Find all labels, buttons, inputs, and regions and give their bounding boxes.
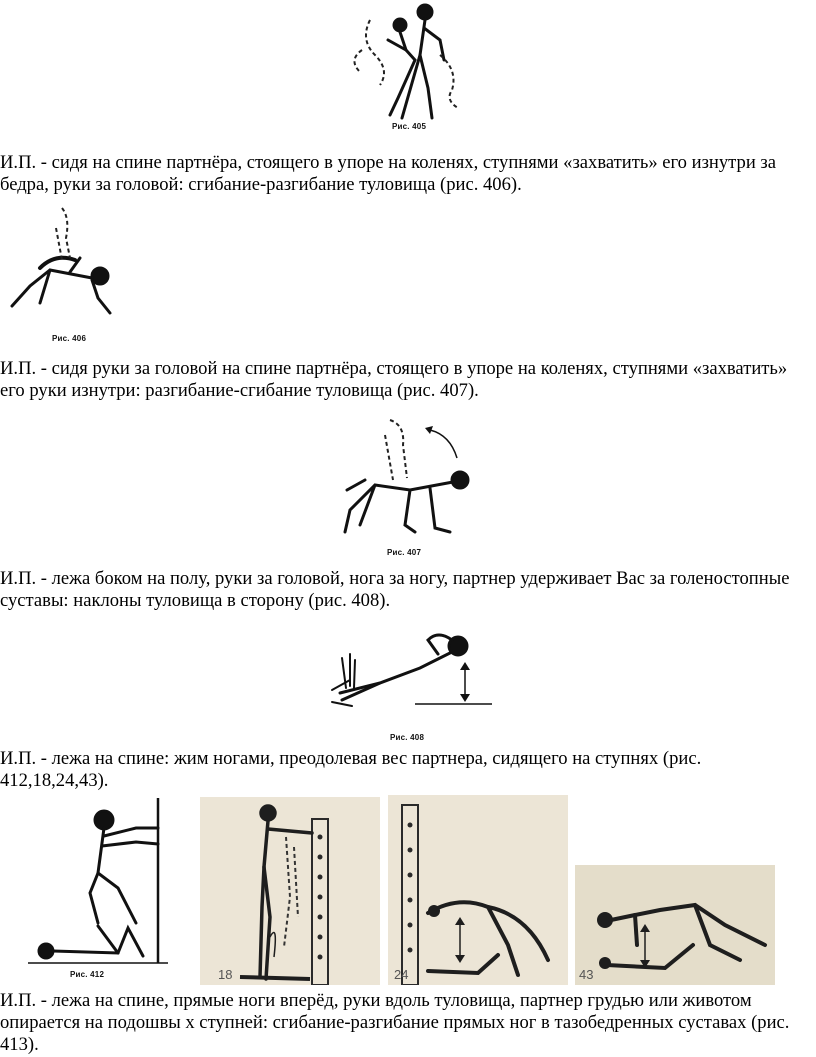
- partner-lift-photo-icon: [575, 865, 775, 985]
- paragraph-413: И.П. - лежа на спине, прямые ноги вперёд, руки вдоль туловища, партнер грудью или животом опирается на подошвы х ступней: сгибание-разгибание прямых ног в тазобедренных суставах (рис. 413).: [0, 990, 790, 1055]
- partner-carry-figure-icon: [340, 0, 470, 122]
- figure-407: [335, 410, 475, 560]
- figure-43: [575, 865, 775, 985]
- figure-caption: Рис. 412: [70, 970, 105, 979]
- figure-caption: Рис. 408: [390, 733, 425, 742]
- arms-hold-extension-figure-icon: [335, 410, 475, 545]
- photo-label: 24: [394, 967, 409, 982]
- figure-caption: Рис. 406: [52, 334, 87, 343]
- figure-412: [18, 798, 178, 983]
- wall-bars-bridge-photo-icon: [388, 795, 568, 985]
- paragraph-412: И.П. - лежа на спине: жим ногами, преодолевая вес партнера, сидящего на ступнях (рис. 412,18,24,43).: [0, 748, 702, 791]
- leg-press-partner-figure-icon: [18, 798, 178, 968]
- back-sit-crunch-figure-icon: [0, 198, 135, 328]
- side-bend-figure-icon: [320, 618, 495, 728]
- paragraph-408: И.П. - лежа боком на полу, руки за головой, нога за ногу, партнер удерживает Вас за голеностопные суставы: наклоны туловища в сторону (рис. 408).: [0, 568, 790, 611]
- figure-caption: Рис. 405: [392, 122, 427, 131]
- paragraph-406: И.П. - сидя на спине партнёра, стоящего в упоре на коленях, ступнями «захватить» его изнутри за бедра, руки за головой: сгибание-разгибание туловища (рис. 406).: [0, 152, 777, 195]
- figure-405: [340, 0, 470, 135]
- photo-label: 18: [218, 967, 233, 982]
- figure-408: [320, 618, 495, 746]
- figure-caption: Рис. 407: [387, 548, 422, 557]
- figure-406: [0, 198, 135, 348]
- wall-bars-press-photo-icon: [200, 797, 380, 985]
- figure-18: [200, 797, 380, 985]
- photo-label: 43: [579, 967, 594, 982]
- paragraph-407: И.П. - сидя руки за головой на спине партнёра, стоящего в упоре на коленях, ступнями «захватить» его руки изнутри: разгибание-сгибание туловища (рис. 407).: [0, 358, 788, 401]
- figure-24: [388, 795, 568, 985]
